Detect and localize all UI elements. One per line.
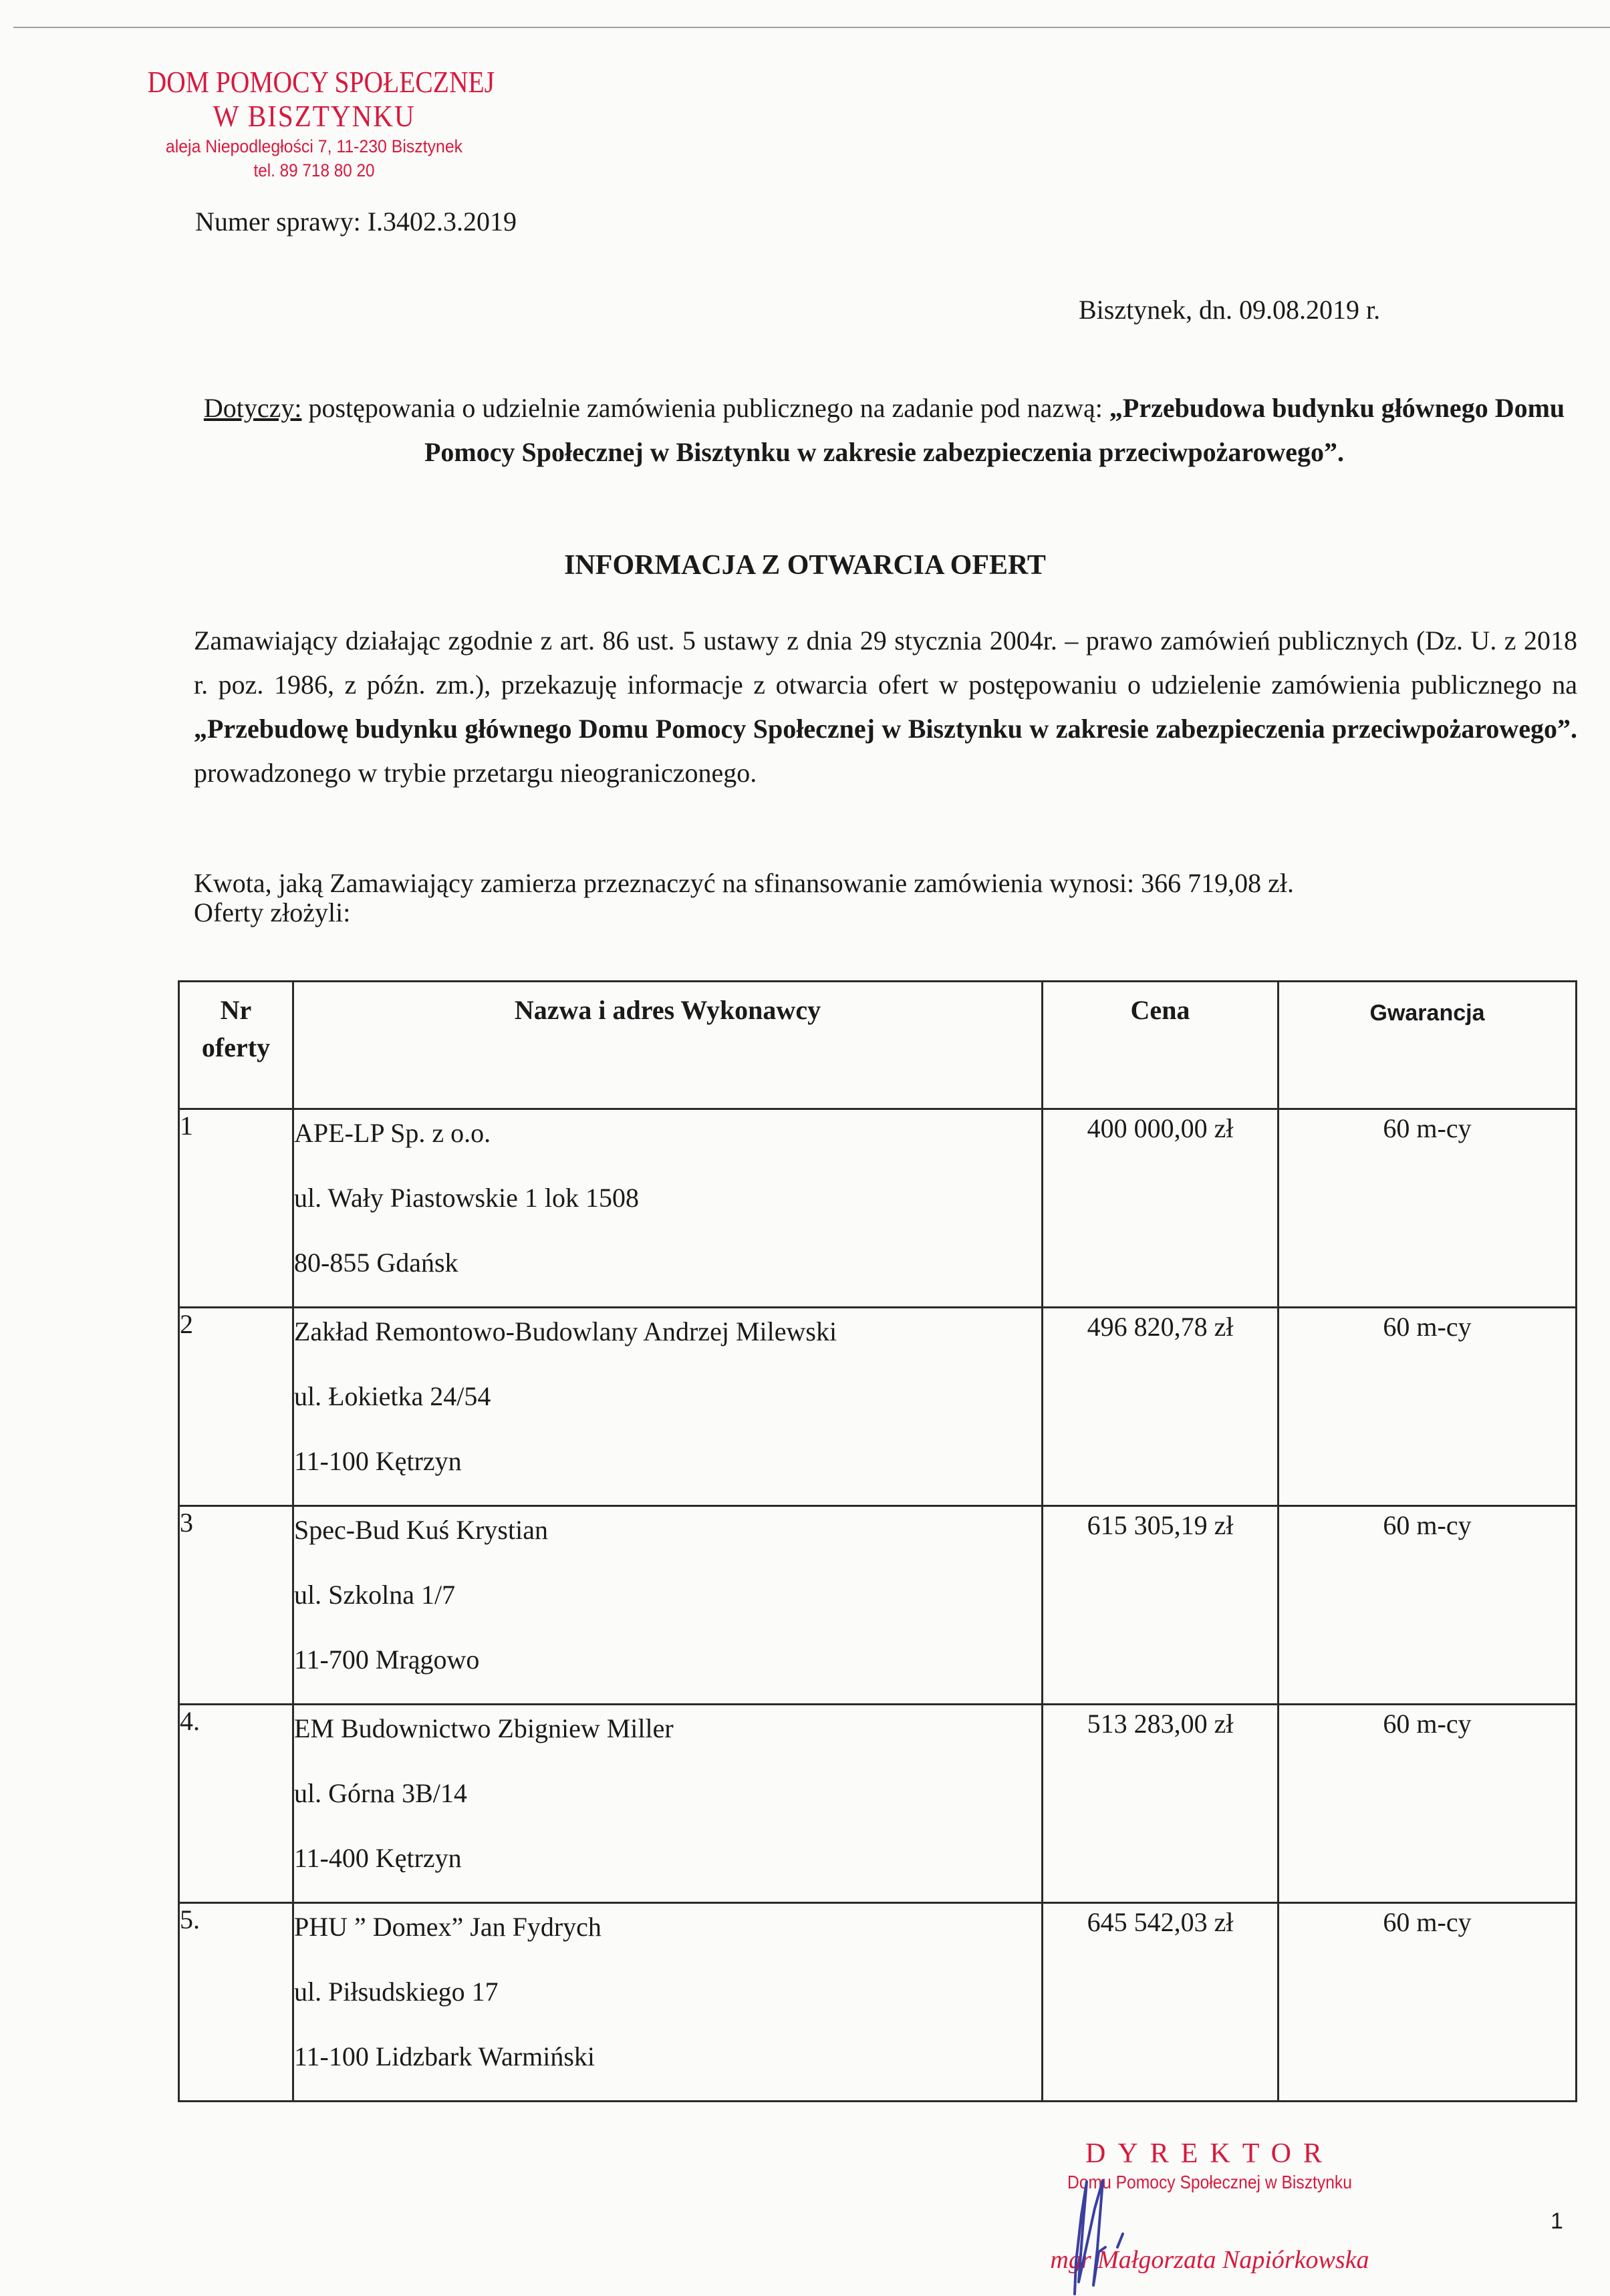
case-number: Numer sprawy: I.3402.3.2019: [195, 206, 517, 237]
header-price: Cena: [1043, 982, 1279, 1109]
contractor-city: 11-700 Mrągowo: [294, 1644, 480, 1675]
stamp-address: aleja Niepodległości 7, 11-230 Bisztynek: [165, 136, 463, 156]
subject-title: „Przebudowa budynku głównego Domu Pomocy Społecznej w Bisztynku w zakresie zabezpieczenia przeciwpożarowego”.: [424, 393, 1565, 467]
contractor-cell: [293, 1308, 1043, 1506]
offer-warranty: 60 m-cy: [1279, 1308, 1577, 1506]
stamp-phone: tel. 89 718 80 20: [253, 160, 375, 180]
contractor-cell: [293, 1903, 1043, 2102]
director-title: DYREKTOR: [1085, 2138, 1334, 2169]
stamp-line-town: W BISZTYNKU: [213, 99, 416, 133]
director-organization: Domu Pomocy Społecznej w Bisztynku: [1067, 2172, 1352, 2192]
table-row: [179, 1308, 1577, 1506]
contractor-cell: [293, 1705, 1043, 1903]
table-row: [179, 1705, 1577, 1903]
table-row: [179, 1506, 1577, 1705]
amount-paragraph: [194, 869, 1577, 927]
subject-text: postępowania o udzielnie zamówienia publicznego na zadanie pod nazwą:: [301, 393, 1109, 423]
contractor-street: ul. Piłsudskiego 17: [294, 1977, 499, 2007]
offer-warranty: 60 m-cy: [1279, 1506, 1577, 1705]
offer-price: 645 542,03 zł: [1043, 1903, 1279, 2102]
offer-price: 513 283,00 zł: [1043, 1705, 1279, 1903]
document-title: INFORMACJA Z OTWARCIA OFERT: [564, 550, 1046, 581]
offer-number: 3: [179, 1506, 293, 1705]
contractor-cell: [293, 1506, 1043, 1705]
subject-label: Dotyczy:: [203, 393, 302, 423]
director-name: mgr Małgorzata Napiórkowska: [1050, 2246, 1369, 2274]
contractor-city: 80-855 Gdańsk: [294, 1248, 458, 1278]
scan-top-rule: [13, 27, 1610, 28]
offer-warranty: 60 m-cy: [1279, 1109, 1577, 1308]
contractor-cell: [293, 1109, 1043, 1308]
offer-number: 1: [179, 1109, 293, 1308]
table-header-row: [179, 982, 1577, 1109]
offer-number: 5.: [179, 1903, 293, 2102]
offer-warranty: 60 m-cy: [1279, 1705, 1577, 1903]
table-row: [179, 1903, 1577, 2102]
contractor-city: 11-100 Kętrzyn: [294, 1446, 462, 1476]
contractor-name: EM Budownictwo Zbigniew Miller: [294, 1713, 674, 1743]
offer-number: 2: [179, 1308, 293, 1506]
header-contractor: Nazwa i adres Wykonawcy: [293, 982, 1043, 1109]
offers-intro: Oferty złożyli:: [194, 897, 351, 927]
offer-price: 496 820,78 zł: [1043, 1308, 1279, 1506]
body-text-1: Zamawiający działając zgodnie z art. 86 ust. 5 ustawy z dnia 29 stycznia 2004r. – prawo zamówień publicznych (Dz. U. z 2018 r. poz. 1986, z późn. zm.), przekazuję informacje z otwarcia ofert w postępowaniu o udzielenie zamówienia publicznego na: [194, 625, 1577, 700]
budget-amount-line: Kwota, jaką Zamawiający zamierza przeznaczyć na sfinansowanie zamówienia wynosi: 366 719,08 zł.: [194, 868, 1294, 898]
stamp-line-name: DOM POMOCY SPOŁECZNEJ: [147, 65, 495, 99]
place-date: Bisztynek, dn. 09.08.2019 r.: [1079, 295, 1381, 325]
offer-warranty: 60 m-cy: [1279, 1903, 1577, 2102]
header-nr-line2: oferty: [201, 1032, 271, 1062]
header-nr-line1: Nr: [220, 995, 252, 1025]
contractor-city: 11-100 Lidzbark Warmiński: [294, 2041, 595, 2071]
contractor-street: ul. Górna 3B/14: [294, 1778, 467, 1808]
header-offer-number: [179, 982, 293, 1109]
contractor-name: Zakład Remontowo-Budowlany Andrzej Milewski: [294, 1316, 837, 1346]
body-bold-title: „Przebudowę budynku głównego Domu Pomocy Społecznej w Bisztynku w zakresie zabezpieczenia przeciwpożarowego”.: [194, 714, 1577, 744]
body-paragraph: [194, 619, 1577, 795]
contractor-name: APE-LP Sp. z o.o.: [294, 1118, 491, 1148]
contractor-city: 11-400 Kętrzyn: [294, 1843, 462, 1873]
institution-stamp: [120, 65, 508, 182]
contractor-name: PHU ” Domex” Jan Fydrych: [294, 1912, 601, 1942]
header-warranty: Gwarancja: [1279, 982, 1577, 1109]
body-text-2: prowadzonego w trybie przetargu nieograniczonego.: [194, 758, 757, 788]
contractor-street: ul. Łokietka 24/54: [294, 1381, 491, 1411]
handwritten-signature-icon: [1056, 2168, 1136, 2295]
offer-price: 400 000,00 zł: [1043, 1109, 1279, 1308]
contractor-name: Spec-Bud Kuś Krystian: [294, 1515, 548, 1545]
page-number: 1: [1551, 2208, 1563, 2234]
table-row: [179, 1109, 1577, 1308]
offers-table: [178, 980, 1577, 2102]
subject-paragraph: [194, 386, 1575, 474]
offer-price: 615 305,19 zł: [1043, 1506, 1279, 1705]
offer-number: 4.: [179, 1705, 293, 1903]
contractor-street: ul. Wały Piastowskie 1 lok 1508: [294, 1183, 640, 1213]
contractor-street: ul. Szkolna 1/7: [294, 1580, 456, 1610]
